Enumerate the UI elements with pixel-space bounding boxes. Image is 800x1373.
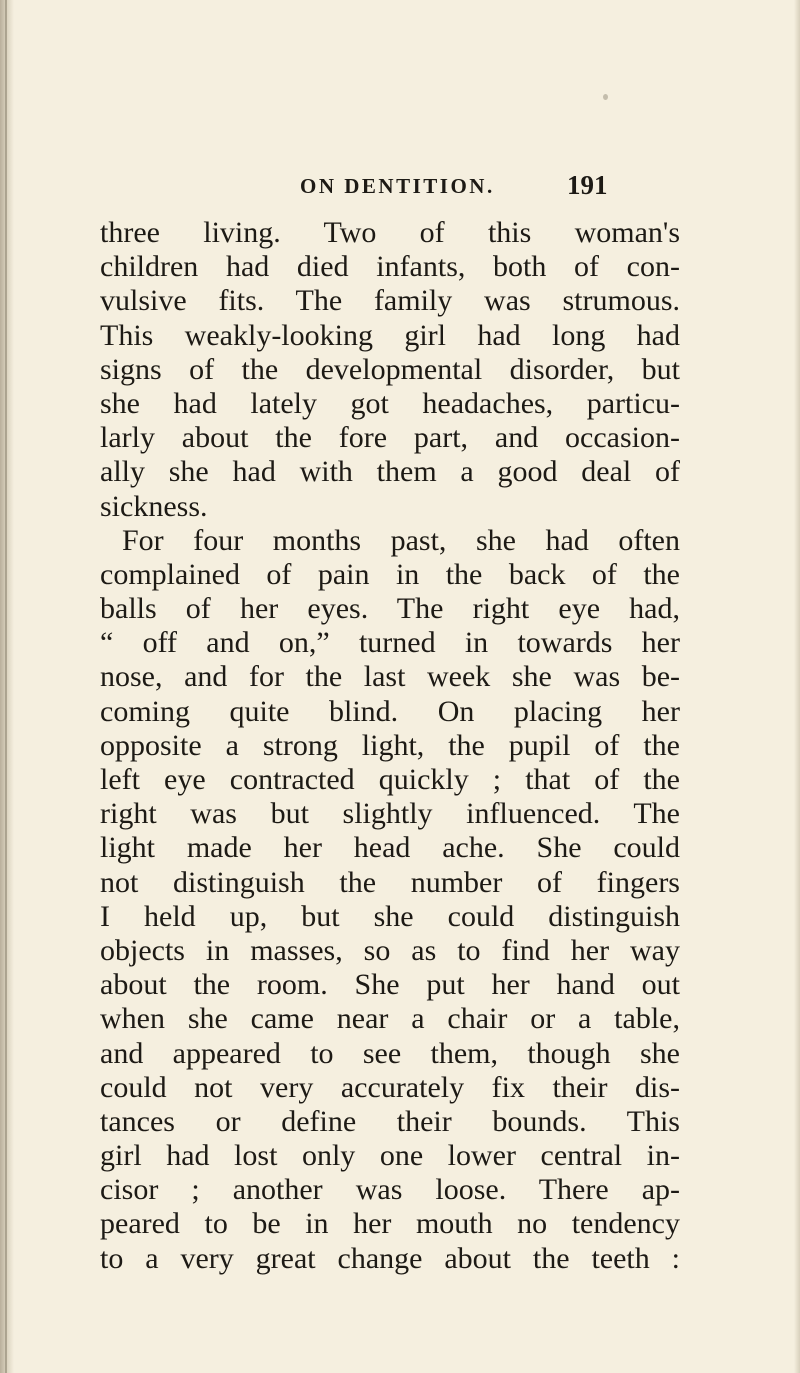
running-head bbox=[0, 170, 800, 214]
text-line: three living. Two of this woman's bbox=[100, 216, 680, 249]
text-line: complained of pain in the back of the bbox=[100, 557, 680, 591]
text-line: I held up, but she could distinguish bbox=[100, 899, 680, 933]
text-line: balls of her eyes. The right eye had, bbox=[100, 592, 680, 626]
text-line: This weakly-looking girl had long had bbox=[100, 318, 680, 352]
text-line: opposite a strong light, the pupil of the bbox=[100, 728, 680, 762]
body-text bbox=[100, 216, 680, 1276]
paragraph-start-line: For four months past, she had often bbox=[122, 523, 680, 557]
text-line: coming quite blind. On placing her bbox=[100, 694, 680, 728]
text-line: “ off and on,” turned in towards her bbox=[100, 626, 680, 660]
text-line: to a very great change about the teeth : bbox=[100, 1241, 680, 1275]
text-line: larly about the fore part, and occasion- bbox=[100, 421, 680, 455]
text-line: light made her head ache. She could bbox=[100, 831, 680, 865]
text-line: right was but slightly influenced. The bbox=[100, 797, 680, 831]
text-line: girl had lost only one lower central in- bbox=[100, 1139, 680, 1173]
text-line: when she came near a chair or a table, bbox=[100, 1002, 680, 1036]
text-line: sickness. bbox=[100, 489, 208, 523]
running-head-title: ON DENTITION. bbox=[300, 174, 495, 198]
ink-speck bbox=[603, 94, 608, 100]
page-number: 191 bbox=[567, 170, 608, 200]
text-line: ally she had with them a good deal of bbox=[100, 455, 680, 489]
text-line: cisor ; another was loose. There ap- bbox=[100, 1173, 680, 1207]
text-line: objects in masses, so as to find her way bbox=[100, 933, 680, 967]
text-line: she had lately got headaches, particu- bbox=[100, 386, 680, 420]
text-line: not distinguish the number of fingers bbox=[100, 865, 680, 899]
text-line: peared to be in her mouth no tendency bbox=[100, 1207, 680, 1241]
text-line: nose, and for the last week she was be- bbox=[100, 660, 680, 694]
text-line: signs of the developmental disorder, but bbox=[100, 352, 680, 386]
text-line: about the room. She put her hand out bbox=[100, 968, 680, 1002]
text-line: could not very accurately fix their dis- bbox=[100, 1070, 680, 1104]
text-line: and appeared to see them, though she bbox=[100, 1036, 680, 1070]
text-line: vulsive fits. The family was strumous. bbox=[100, 284, 680, 318]
text-line: left eye contracted quickly ; that of the bbox=[100, 763, 680, 796]
text-line: tances or define their bounds. This bbox=[100, 1104, 680, 1138]
text-line: children had died infants, both of con- bbox=[100, 250, 680, 284]
